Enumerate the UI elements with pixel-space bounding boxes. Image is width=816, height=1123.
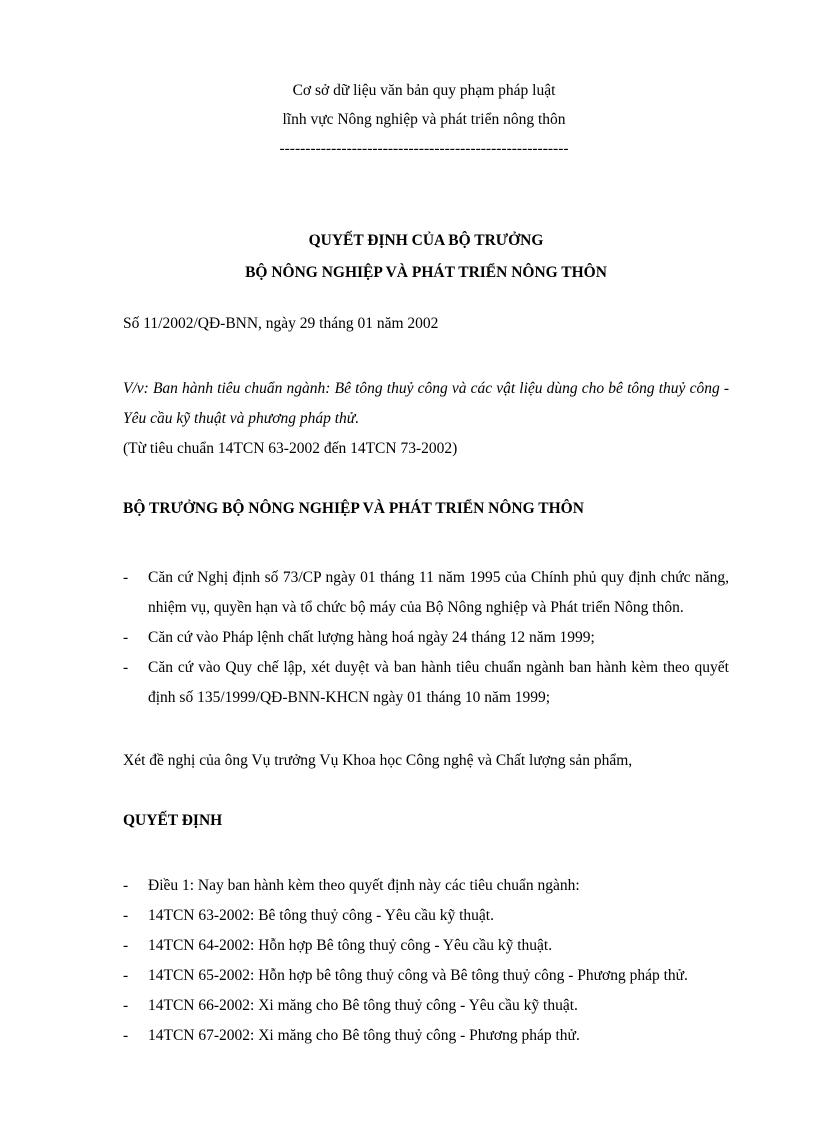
list-item xyxy=(123,961,763,991)
list-item xyxy=(123,931,763,961)
list-item xyxy=(123,563,729,623)
bullet-dash: - xyxy=(123,629,129,646)
title-line-ministry: BỘ NÔNG NGHIỆP VÀ PHÁT TRIỂN NÔNG THÔN xyxy=(245,264,607,281)
bullet-dash: - xyxy=(123,967,129,984)
document-subject xyxy=(123,374,729,464)
title-line-decision: QUYẾT ĐỊNH CỦA BỘ TRƯỞNG xyxy=(308,232,544,249)
authority-heading: BỘ TRƯỞNG BỘ NÔNG NGHIỆP VÀ PHÁT TRIỂN NÔNG THÔN xyxy=(123,500,584,517)
legal-basis-list xyxy=(123,563,729,713)
database-header xyxy=(0,76,816,163)
bullet-dash: - xyxy=(123,907,129,924)
header-separator: -------------------------------------------------------- xyxy=(279,140,569,157)
bullet-dash: - xyxy=(123,1027,129,1044)
article-text: 14TCN 67-2002: Xi măng cho Bê tông thuỷ công - Phương pháp thử. xyxy=(148,1027,580,1044)
bullet-dash: - xyxy=(123,877,129,894)
article-text: 14TCN 65-2002: Hỗn hợp bê tông thuỷ công và Bê tông thuỷ công - Phương pháp thử. xyxy=(148,967,688,984)
consideration-text: Xét đề nghị của ông Vụ trưởng Vụ Khoa học Công nghệ và Chất lượng sản phẩm, xyxy=(123,752,633,769)
basis-text: Căn cứ vào Pháp lệnh chất lượng hàng hoá ngày 24 tháng 12 năm 1999; xyxy=(148,629,595,646)
subject-standard-range: (Từ tiêu chuẩn 14TCN 63-2002 đến 14TCN 73-2002) xyxy=(123,440,458,457)
list-item xyxy=(123,623,729,653)
article-text: Điều 1: Nay ban hành kèm theo quyết định này các tiêu chuẩn ngành: xyxy=(148,877,580,894)
basis-text: Căn cứ vào Quy chế lập, xét duyệt và ban hành tiêu chuẩn ngành ban hành kèm theo quyết định số 135/1999/QĐ-BNN-KHCN ngày 01 tháng 10 năm 1999; xyxy=(148,659,729,706)
bullet-dash: - xyxy=(123,997,129,1014)
list-item xyxy=(123,991,763,1021)
article-list xyxy=(123,871,763,1051)
basis-text: Căn cứ Nghị định số 73/CP ngày 01 tháng 11 năm 1995 của Chính phủ quy định chức năng, nhiệm vụ, quyền hạn và tổ chức bộ máy của Bộ Nông nghiệp và Phát triển Nông thôn. xyxy=(148,569,729,616)
list-item xyxy=(123,901,763,931)
list-item xyxy=(123,653,729,713)
list-item xyxy=(123,871,763,901)
bullet-dash: - xyxy=(123,659,129,676)
subject-text: V/v: Ban hành tiêu chuẩn ngành: Bê tông thuỷ công và các vật liệu dùng cho bê tông thuỷ công - Yêu cầu kỹ thuật và phương pháp thử. xyxy=(123,380,729,427)
bullet-dash: - xyxy=(123,937,129,954)
article-text: 14TCN 66-2002: Xi măng cho Bê tông thuỷ công - Yêu cầu kỹ thuật. xyxy=(148,997,578,1014)
document-number: Số 11/2002/QĐ-BNN, ngày 29 tháng 01 năm 2002 xyxy=(123,315,439,332)
article-text: 14TCN 63-2002: Bê tông thuỷ công - Yêu cầu kỹ thuật. xyxy=(148,907,494,924)
bullet-dash: - xyxy=(123,569,129,586)
article-text: 14TCN 64-2002: Hỗn hợp Bê tông thuỷ công - Yêu cầu kỹ thuật. xyxy=(148,937,553,954)
header-line-database: Cơ sở dữ liệu văn bản quy phạm pháp luật xyxy=(292,82,556,99)
list-item xyxy=(123,1021,763,1051)
decision-heading: QUYẾT ĐỊNH xyxy=(123,812,223,829)
document-title xyxy=(0,225,816,289)
header-line-field: lĩnh vực Nông nghiệp và phát triển nông thôn xyxy=(282,111,566,128)
